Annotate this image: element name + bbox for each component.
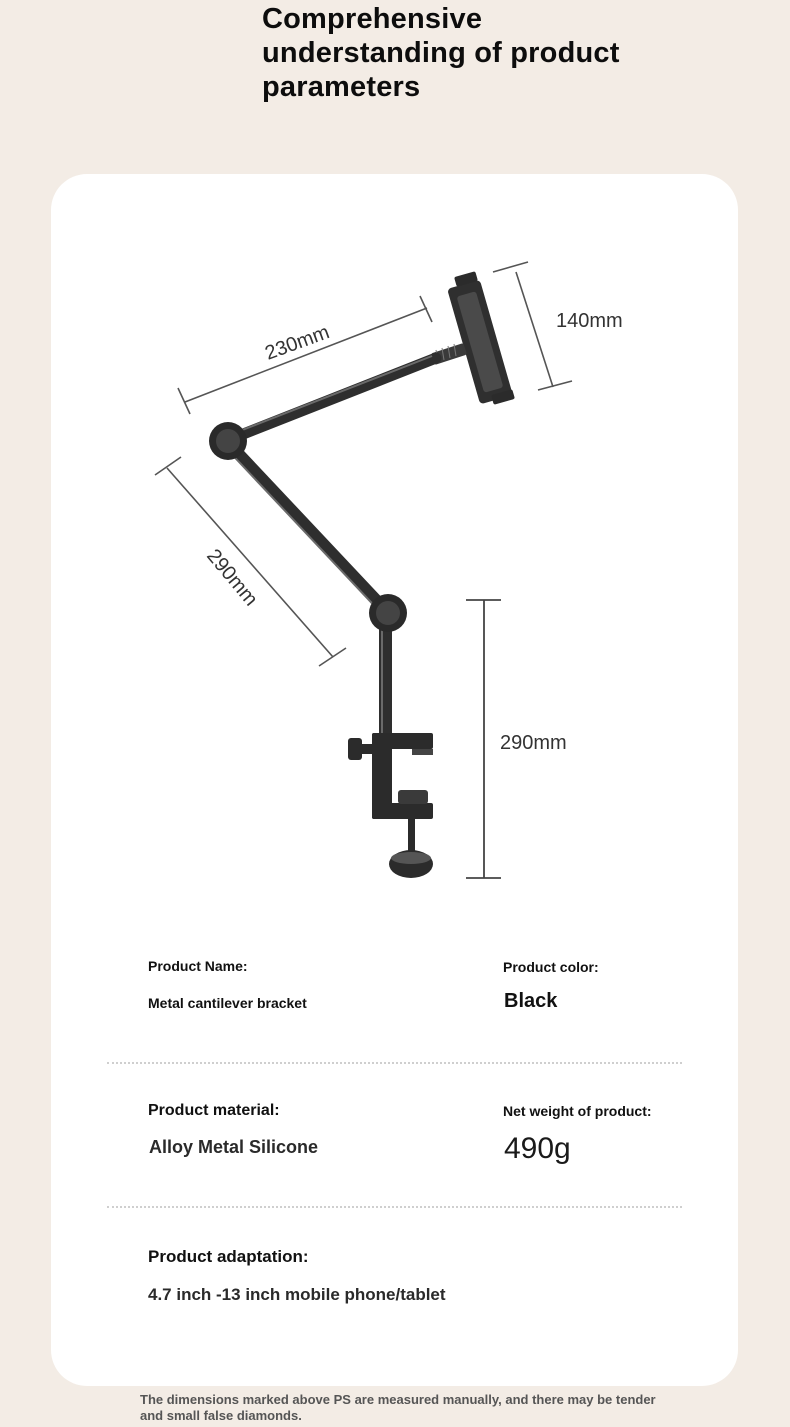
measurement-footnote: The dimensions marked above PS are measured manually, and there may be tender and small false diamonds. bbox=[140, 1392, 656, 1423]
lower-arm-dimension-line bbox=[155, 457, 346, 666]
product-adaptation-value: 4.7 inch -13 inch mobile phone/tablet bbox=[148, 1285, 446, 1304]
spec-divider-2 bbox=[107, 1206, 682, 1208]
upper-arm-icon bbox=[228, 356, 436, 440]
holder-dimension-label: 140mm bbox=[556, 310, 623, 332]
product-name-label: Product Name: bbox=[148, 958, 248, 974]
product-adaptation-label: Product adaptation: bbox=[148, 1247, 309, 1266]
height-dimension-label: 290mm bbox=[500, 732, 567, 754]
product-name-value: Metal cantilever bracket bbox=[148, 995, 307, 1011]
spec-divider-1 bbox=[107, 1062, 682, 1064]
upper-arm-dimension-label: 230mm bbox=[262, 321, 333, 365]
product-material-label: Product material: bbox=[148, 1102, 280, 1119]
phone-holder-icon bbox=[447, 271, 515, 405]
product-color-value: Black bbox=[504, 990, 558, 1012]
lower-arm-dimension-label: 290mm bbox=[202, 545, 262, 611]
height-dimension-line bbox=[466, 600, 501, 878]
lower-joint-icon bbox=[369, 594, 407, 632]
product-color-label: Product color: bbox=[503, 959, 599, 975]
product-material-value: Alloy Metal Silicone bbox=[149, 1137, 319, 1157]
net-weight-label: Net weight of product: bbox=[503, 1103, 652, 1119]
upper-arm-dimension-line bbox=[178, 296, 432, 414]
upper-joint-icon bbox=[209, 422, 247, 460]
desk-clamp-icon bbox=[348, 733, 433, 878]
net-weight-value: 490g bbox=[504, 1132, 571, 1165]
page-heading: Comprehensive understanding of product parameters bbox=[262, 3, 620, 103]
